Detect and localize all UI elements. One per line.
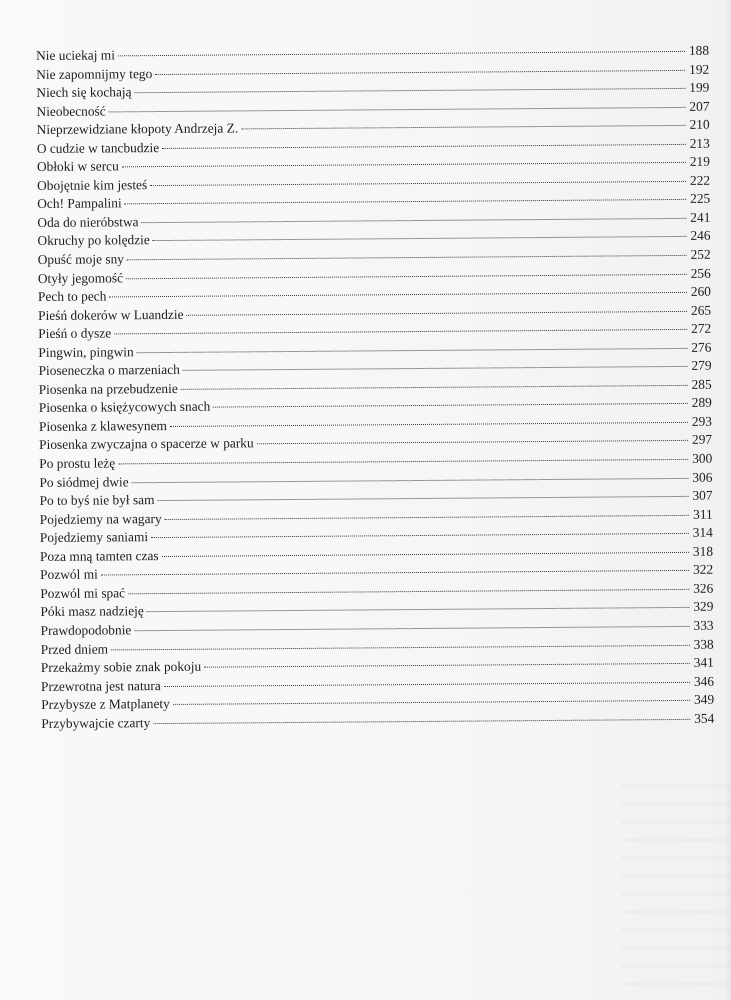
- toc-entry-page-number: 354: [694, 710, 715, 726]
- dot-leader: [213, 403, 688, 408]
- dot-leader: [204, 663, 690, 668]
- toc-entry-page-number: 341: [693, 654, 714, 670]
- toc-entry-title: Nie zapomnijmy tego: [36, 65, 153, 82]
- dot-leader: [109, 292, 687, 298]
- toc-entry-page-number: 329: [693, 599, 714, 615]
- toc-entry-page-number: 252: [690, 246, 711, 262]
- toc-entry-page-number: 306: [692, 469, 713, 485]
- dot-leader: [162, 552, 689, 557]
- toc-entry-page-number: 188: [688, 42, 710, 58]
- toc-entry-title: Pieśń dokerów w Luandzie: [38, 306, 184, 323]
- toc-entry-title: Nieprzewidziane kłopoty Andrzeja Z.: [36, 120, 239, 138]
- dot-leader: [101, 570, 689, 576]
- dot-leader: [137, 348, 688, 353]
- toc-entry-page-number: 300: [692, 450, 713, 466]
- dot-leader: [170, 422, 688, 427]
- toc-entry-title: Nie uciekaj mi: [36, 47, 115, 63]
- dot-leader: [151, 533, 689, 538]
- toc-entry-title: O cudzie w tancbudzie: [36, 139, 160, 156]
- toc-entry-title: Przybywajcie czarty: [41, 714, 151, 731]
- dot-leader: [150, 181, 686, 186]
- dot-leader: [257, 440, 688, 444]
- toc-entry-title: Przekażmy sobie znak pokoju: [40, 658, 202, 676]
- toc-entry-page-number: 219: [689, 153, 710, 170]
- toc-entry-title: Piosenka zwyczajna o spacerze w parku: [39, 435, 254, 453]
- toc-entry-title: Oda do nieróbstwa: [37, 214, 139, 230]
- toc-entry-page-number: 192: [689, 61, 710, 77]
- toc-entry-page-number: 207: [689, 98, 710, 114]
- toc-entry-title: Poza mną tamten czas: [39, 547, 159, 564]
- toc-entry-page-number: 260: [690, 283, 711, 299]
- toc-entry-page-number: 241: [690, 209, 711, 225]
- dot-leader: [173, 700, 690, 705]
- toc-entry-title: Przybysze z Matplanety: [41, 696, 170, 713]
- toc-entry-title: Prawdopodobnie: [40, 622, 132, 638]
- toc-entry-title: Obłoki w sercu: [36, 158, 119, 175]
- toc-entry-page-number: 256: [690, 265, 711, 281]
- toc-entry-title: Piosenka na przebudzenie: [38, 380, 178, 397]
- toc-entry-title: Piosenka o księżycowych snach: [38, 399, 211, 416]
- toc-entry-page-number: 349: [693, 691, 715, 707]
- dot-leader: [187, 311, 688, 316]
- toc-entry-title: Pozwól mi spać: [40, 585, 126, 601]
- toc-entry-page-number: 265: [690, 302, 712, 318]
- toc-entry-title: Przed dniem: [40, 640, 109, 657]
- dot-leader: [128, 589, 689, 594]
- dot-leader: [127, 255, 687, 260]
- dot-leader: [241, 125, 685, 129]
- toc-entry-title: Opuść moje sny: [37, 251, 125, 268]
- toc-entry-page-number: 289: [691, 395, 712, 411]
- dot-leader: [135, 88, 686, 93]
- dot-leader: [153, 719, 690, 724]
- toc-entry-page-number: 326: [693, 580, 714, 596]
- toc-entry-page-number: 333: [693, 617, 714, 633]
- toc-entry-page-number: 297: [691, 432, 713, 448]
- toc-entry-page-number: 307: [692, 487, 713, 503]
- dot-leader: [153, 236, 687, 241]
- toc-entry-page-number: 222: [689, 172, 711, 188]
- toc-entry-page-number: 210: [689, 116, 710, 133]
- toc-entry-title: Pozwól mi: [40, 566, 98, 583]
- dot-leader: [125, 199, 687, 204]
- dot-leader: [158, 496, 689, 501]
- toc-entry-page-number: 279: [691, 358, 712, 374]
- toc-entry-page-number: 318: [692, 543, 714, 559]
- dot-leader: [109, 107, 686, 113]
- dot-leader: [155, 69, 685, 74]
- toc-entry-title: Przewrotna jest natura: [40, 677, 161, 694]
- toc-entry-page-number: 199: [689, 79, 710, 95]
- toc-entry: [41, 709, 714, 733]
- toc-entry-title: Obojętnie kim jesteś: [37, 176, 148, 193]
- toc-entry-page-number: 272: [691, 320, 712, 337]
- dot-leader: [181, 385, 688, 390]
- dot-leader: [183, 366, 688, 371]
- page-edge-shadow: [725, 0, 731, 1000]
- dot-leader: [142, 218, 687, 223]
- dot-leader: [111, 644, 690, 650]
- toc-entry-title: Och! Pampalini: [37, 195, 122, 212]
- toc-entry-page-number: 213: [689, 135, 710, 151]
- dot-leader: [126, 273, 687, 278]
- toc-entry-title: Po to byś nie był sam: [39, 492, 155, 509]
- toc-entry-page-number: 285: [691, 376, 712, 392]
- toc-entry-title: Pioseneczka o marzeniach: [38, 362, 180, 379]
- dot-leader: [132, 477, 689, 482]
- toc-entry-page-number: 276: [691, 339, 712, 355]
- toc-entry-page-number: 246: [690, 228, 711, 244]
- toc-entry-title: Okruchy po kolędzie: [37, 232, 150, 249]
- dot-leader: [122, 162, 686, 167]
- toc-entry-title: Póki masz nadzieję: [40, 603, 144, 620]
- toc-entry-page-number: 322: [692, 562, 714, 578]
- toc-entry-page-number: 338: [693, 636, 714, 652]
- toc-entry-title: Nieobecność: [36, 103, 106, 119]
- toc-entry-title: Piosenka z klawesynem: [38, 417, 167, 434]
- toc-entry-title: Otyły jegomość: [37, 269, 124, 286]
- dot-leader: [147, 607, 690, 612]
- table-of-contents: [36, 42, 714, 733]
- toc-entry-title: Pieśń o dysze: [38, 325, 112, 342]
- toc-entry-title: Pech to pech: [37, 288, 107, 305]
- bleed-through: [621, 770, 731, 1000]
- dot-leader: [162, 144, 686, 149]
- toc-entry-title: Po prostu leżę: [39, 455, 116, 472]
- toc-entry-title: Pingwin, pingwin: [38, 343, 134, 360]
- dot-leader: [164, 681, 690, 686]
- toc-entry-title: Niech się kochają: [36, 84, 132, 101]
- toc-entry-page-number: 314: [692, 524, 713, 541]
- toc-entry-title: Po siódmej dwie: [39, 473, 129, 490]
- dot-leader: [114, 329, 687, 335]
- toc-entry-title: Pojedziemy na wagary: [39, 510, 162, 527]
- dot-leader: [118, 51, 685, 56]
- dot-leader: [165, 515, 689, 520]
- toc-entry-page-number: 311: [693, 506, 713, 522]
- toc-entry-page-number: 346: [693, 673, 715, 689]
- toc-entry-page-number: 225: [690, 191, 711, 207]
- toc-entry-title: Pojedziemy saniami: [39, 529, 149, 546]
- toc-entry-page-number: 293: [691, 413, 713, 429]
- dot-leader: [134, 626, 689, 631]
- dot-leader: [118, 459, 688, 464]
